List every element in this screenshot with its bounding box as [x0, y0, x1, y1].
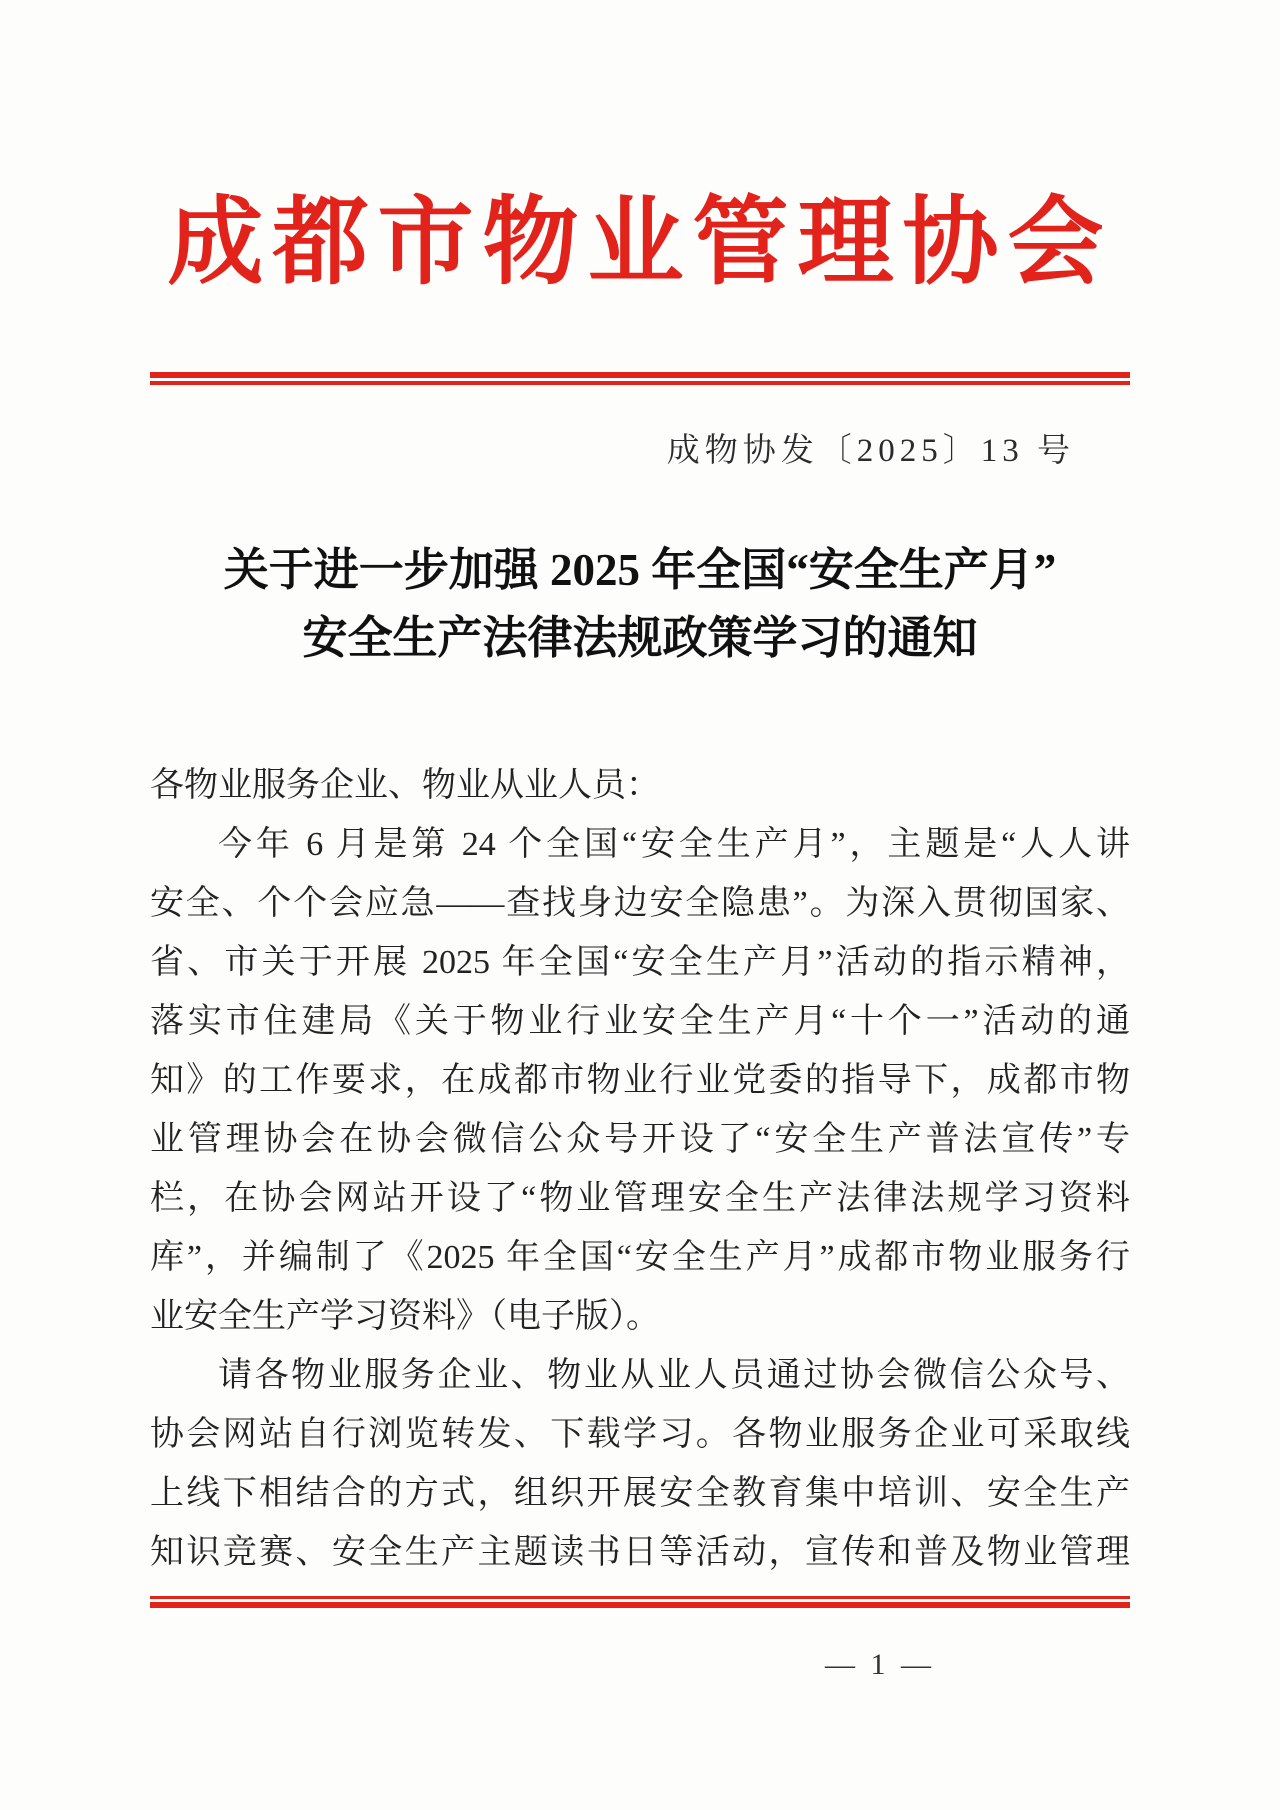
doc-title-line2: 安全生产法律法规政策学习的通知 — [302, 613, 978, 663]
page-number: — 1 — — [825, 1648, 935, 1681]
doc-body — [150, 756, 1130, 1582]
header-double-rule-inner — [150, 381, 1130, 385]
body-line: 栏，在协会网站开设了“物业管理安全生产法律法规学习资料 — [150, 1180, 1130, 1217]
doc-number: 成物协发〔2025〕13 号 — [666, 433, 1075, 469]
doc-title-line1: 关于进一步加强 2025 年全国“安全生产月” — [223, 545, 1057, 595]
body-line: 库”，并编制了《2025 年全国“安全生产月”成都市物业服务行 — [150, 1239, 1130, 1276]
body-line: 知》的工作要求，在成都市物业行业党委的指导下，成都市物 — [150, 1062, 1130, 1099]
footer-double-rule-inner — [150, 1602, 1130, 1608]
body-line: 省、市关于开展 2025 年全国“安全生产月”活动的指示精神， — [150, 944, 1130, 981]
org-name-heading: 成都市物业管理协会 — [167, 189, 1113, 296]
body-line: 今年 6 月是第 24 个全国“安全生产月”，主题是“人人讲 — [218, 826, 1130, 863]
body-line: 知识竞赛、安全生产主题读书日等活动，宣传和普及物业管理 — [150, 1534, 1130, 1571]
doc-title — [120, 536, 1160, 672]
body-line: 协会网站自行浏览转发、下载学习。各物业服务企业可采取线 — [150, 1416, 1130, 1453]
body-line: 请各物业服务企业、物业从业人员通过协会微信公众号、 — [218, 1357, 1130, 1394]
body-line: 业管理协会在协会微信公众号开设了“安全生产普法宣传”专 — [150, 1121, 1130, 1158]
header-double-rule — [150, 372, 1130, 381]
body-line: 落实市住建局《关于物业行业安全生产月“十个一”活动的通 — [150, 1003, 1130, 1040]
body-line: 上线下相结合的方式，组织开展安全教育集中培训、安全生产 — [150, 1475, 1130, 1512]
body-salutation: 各物业服务企业、物业从业人员： — [150, 767, 660, 804]
body-line: 业安全生产学习资料》（电子版）。 — [150, 1298, 660, 1335]
footer-double-rule — [150, 1596, 1130, 1602]
body-line: 安全、个个会应急——查找身边安全隐患”。为深入贯彻国家、 — [150, 885, 1130, 922]
